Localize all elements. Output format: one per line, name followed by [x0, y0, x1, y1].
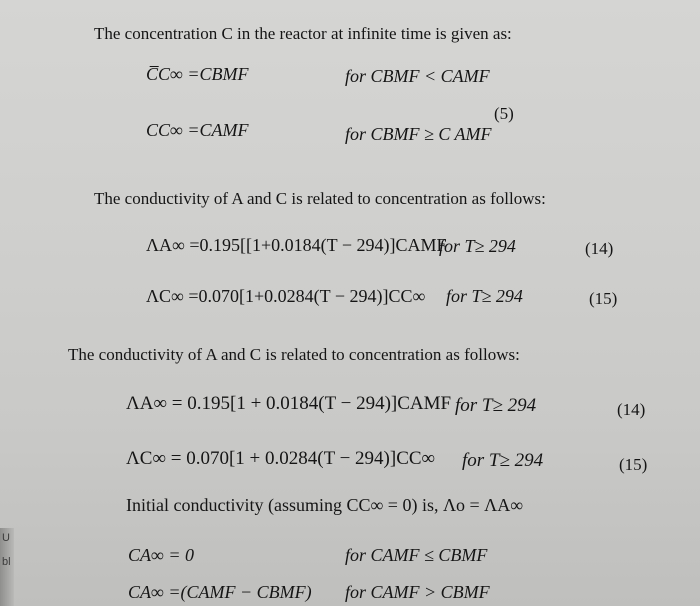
section2-eq15-condition: for T≥ 294	[446, 286, 523, 306]
section2-eq15-number: (15)	[589, 289, 618, 308]
section2-eq15-lhs: ΛC∞ =0.070[1+0.0284(T − 294)]CC∞	[146, 286, 426, 306]
section2-eq14-condition: for T≥ 294	[439, 236, 516, 256]
section2-heading: The conductivity of A and C is related to concentration as follows:	[94, 189, 546, 208]
section3-eq15-lhs: ΛC∞ = 0.070[1 + 0.0284(T − 294)]CC∞	[126, 448, 436, 469]
section1-eq2-condition: for CBMF ≥ C AMF	[345, 124, 492, 144]
case2-lhs: CA∞ =(CAMF − CBMF)	[128, 582, 312, 602]
section2-eq14-lhs: ΛA∞ =0.195[[1+0.0184(T − 294)]CAMF	[146, 235, 447, 255]
section2-eq14-number: (14)	[585, 239, 614, 258]
case2-condition: for CAMF > CBMF	[345, 582, 490, 602]
section1-heading: The concentration C in the reactor at infinite time is given as:	[94, 24, 512, 43]
section1-eq-number: (5)	[494, 104, 514, 123]
section3-eq15-condition: for T≥ 294	[462, 450, 544, 471]
section1-eq1-condition: for CBMF < CAMF	[345, 66, 490, 86]
case1-lhs: CA∞ = 0	[128, 545, 194, 565]
edge-char-2: bl	[2, 556, 11, 568]
case1-condition: for CAMF ≤ CBMF	[345, 545, 488, 565]
section3-heading: The conductivity of A and C is related to concentration as follows:	[68, 345, 520, 364]
initial-conductivity-text: Initial conductivity (assuming CC∞ = 0) is, Λo = ΛA∞	[126, 495, 524, 515]
section3-eq14-condition: for T≥ 294	[455, 395, 537, 416]
section1-eq2-lhs: CC∞ =CAMF	[146, 120, 249, 140]
section3-eq14-lhs: ΛA∞ = 0.195[1 + 0.0184(T − 294)]CAMF	[126, 393, 452, 414]
left-edge-artifact	[0, 528, 14, 606]
section3-eq14-number: (14)	[617, 400, 646, 419]
section1-eq1-lhs: C̅C∞ =CBMF	[146, 64, 249, 84]
section3-eq15-number: (15)	[619, 455, 648, 474]
edge-char-1: U	[2, 532, 10, 544]
